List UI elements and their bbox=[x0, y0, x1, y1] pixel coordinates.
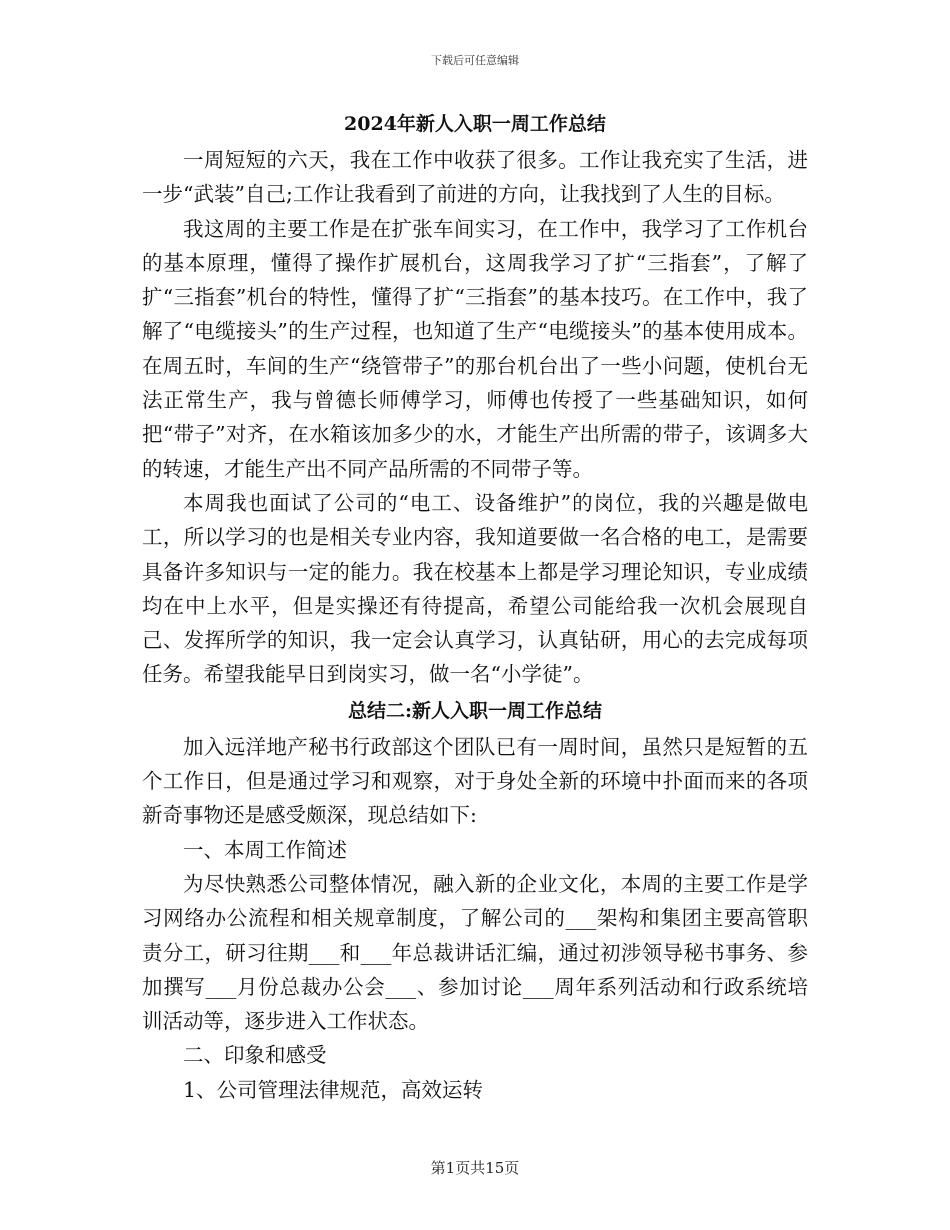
doc-title: 2024年新人入职一周工作总结 bbox=[344, 113, 606, 135]
paragraph-1: 一周短短的六天，我在工作中收获了很多。工作让我充实了生活，进一步“武装”自己;工作让我看到了前进的方向，让我找到了人生的目标。 bbox=[142, 148, 808, 207]
page-number: 第1页共15页 bbox=[430, 1159, 520, 1177]
paragraph-4: 加入远洋地产秘书行政部这个团队已有一周时间，虽然只是短暂的五个工作日，但是通过学习和观察，对于身处全新的环境中扑面而来的各项新奇事物还是感受颇深，现总结如下: bbox=[142, 734, 808, 828]
heading-management: 1、公司管理法律规范，高效运转 bbox=[183, 1077, 484, 1102]
paragraph-5: 为尽快熟悉公司整体情况，融入新的企业文化，本周的主要工作是学习网络办公流程和相关规章制度，了解公司的___架构和集团主要高管职责分工，研习往期___和___年总裁讲话汇编，通过初涉领导秘书事务、参加撰写___月份总裁办公会___、参加讨论___周年系列活动和行政系统培训活动等，逐步进入工作状态。 bbox=[142, 871, 808, 1034]
paragraph-3: 本周我也面试了公司的“电工、设备维护”的岗位，我的兴趣是做电工，所以学习的也是相关专业内容，我知道要做一名合格的电工，是需要具备许多知识与一定的能力。我在校基本上都是学习理论知识，专业成绩均在中上水平，但是实操还有待提高，希望公司能给我一次机会展现自己、发挥所学的知识，我一定会认真学习，认真钻研，用心的去完成每项任务。希望我能早日到岗实习，做一名“小学徒”。 bbox=[142, 490, 808, 687]
heading-work-summary: 一、本周工作简述 bbox=[183, 837, 347, 862]
page-header-note: 下载后可任意编辑 bbox=[431, 54, 519, 67]
section-title-2: 总结二:新人入职一周工作总结 bbox=[347, 699, 602, 722]
document-body bbox=[142, 105, 808, 1107]
paragraph-2: 我这周的主要工作是在扩张车间实习，在工作中，我学习了工作机台的基本原理，懂得了操作扩展机台，这周我学习了扩“三指套”，了解了扩“三指套”机台的特性，懂得了扩“三指套”的基本技巧。在工作中，我了解了“电缆接头”的生产过程，也知道了生产“电缆接头”的基本使用成本。在周五时，车间的生产“绕管带子”的那台机台出了一些小问题，使机台无法正常生产，我与曾德长师傅学习，师傅也传授了一些基础知识，如何把“带子”对齐，在水箱该加多少的水，才能生产出所需的带子，该调多大的转速，才能生产出不同产品所需的不同带子等。 bbox=[142, 216, 808, 481]
heading-impressions: 二、印象和感受 bbox=[183, 1043, 327, 1068]
